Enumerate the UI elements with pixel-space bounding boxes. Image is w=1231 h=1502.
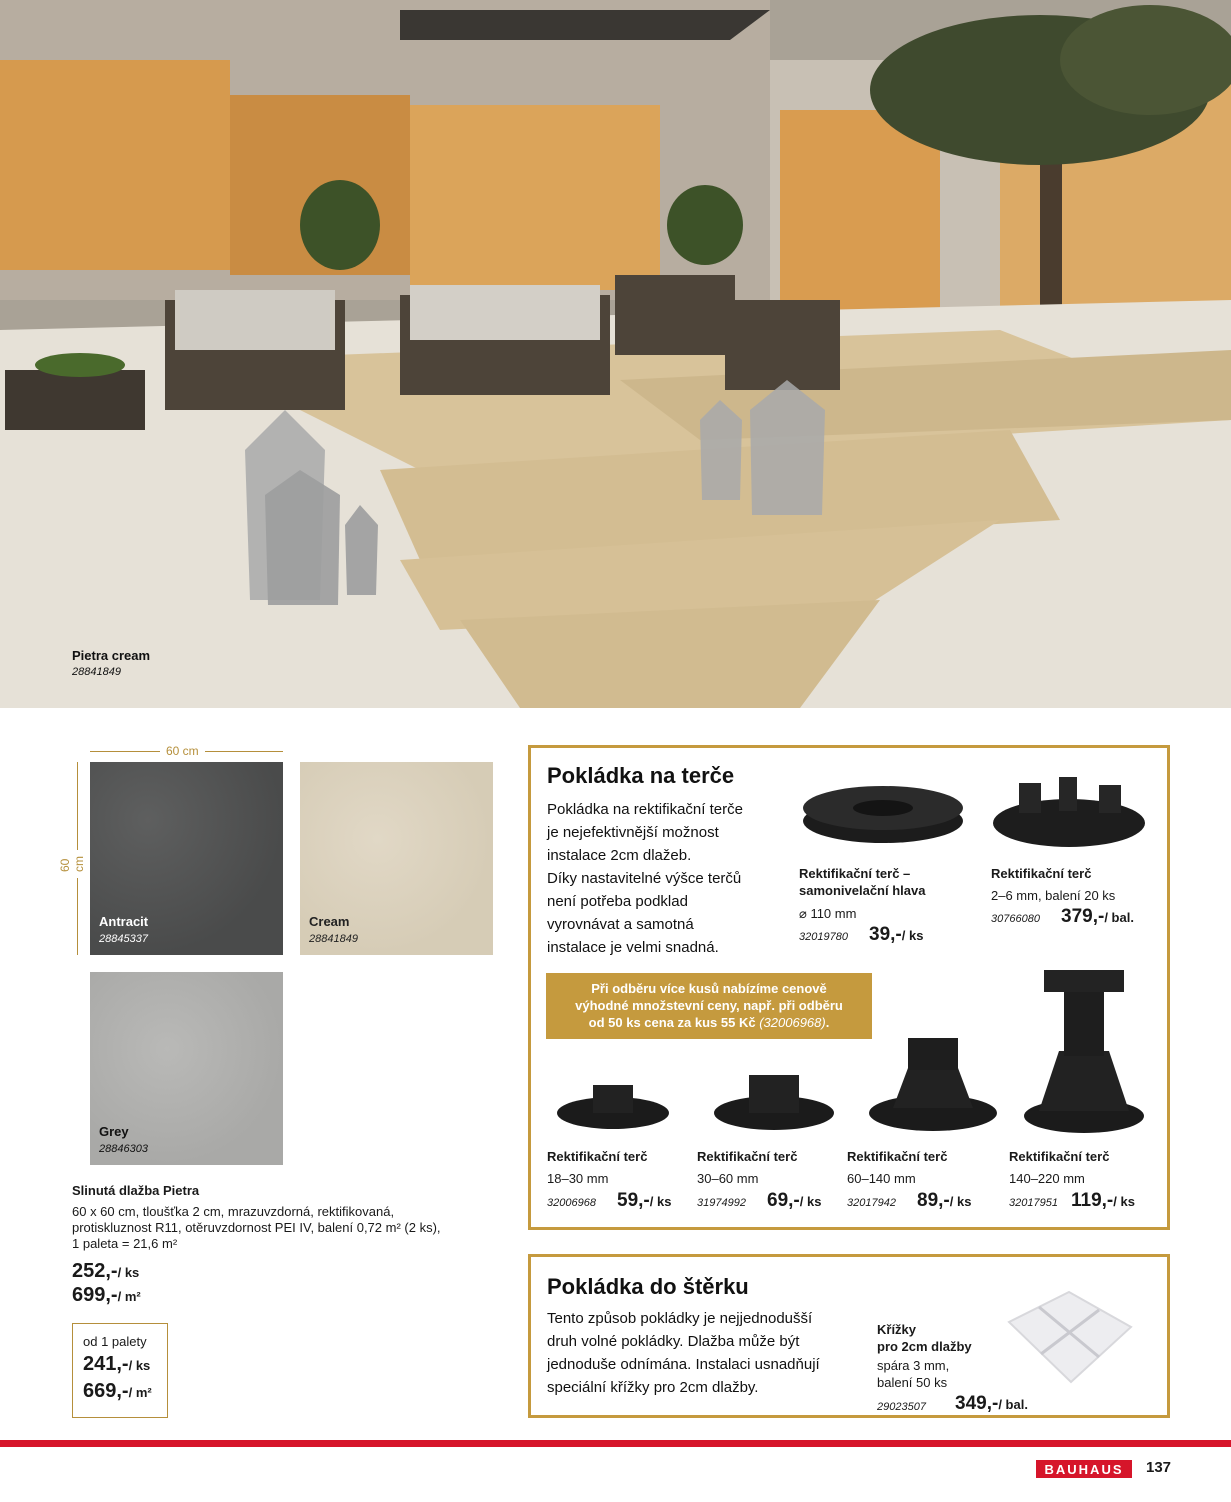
item-code: 32019780 <box>799 931 848 943</box>
item-spec: 60–140 mm <box>847 1171 916 1186</box>
item-price <box>767 1190 821 1212</box>
item-spec-line: balení 50 ks <box>877 1375 948 1390</box>
swatch-antracit <box>90 762 283 955</box>
intro-line: Tento způsob pokládky je nejjednodušší <box>547 1310 813 1327</box>
pedestal-18-30mm-image <box>553 1073 673 1133</box>
product-title: Slinutá dlažba Pietra <box>72 1183 200 1198</box>
swatch-cream <box>300 762 493 955</box>
palette-label: od 1 palety <box>83 1334 147 1349</box>
note-text: od 50 ks cena za kus 55 Kč <box>588 1015 756 1030</box>
item-name: Rektifikační terč <box>1009 1149 1110 1164</box>
pedestal-60-140mm-image <box>863 1028 1003 1133</box>
item-name: Rektifikační terč <box>697 1149 798 1164</box>
price-value: 379,- <box>1061 906 1105 927</box>
price-unit: / ks <box>949 1194 972 1209</box>
page-number: 137 <box>1146 1459 1172 1476</box>
note-line: výhodné množstevní ceny, např. při odběru <box>575 998 843 1013</box>
product-desc-line: 1 paleta = 21,6 m² <box>72 1236 178 1251</box>
swatch-code: 28841849 <box>309 933 358 945</box>
price-value: 69,- <box>767 1190 800 1211</box>
item-price <box>869 924 923 946</box>
palette-price-per-m2 <box>83 1380 167 1403</box>
height-dimension <box>58 762 86 955</box>
note-end: . <box>825 1015 830 1030</box>
item-price <box>1071 1190 1135 1212</box>
price-value: 699,- <box>72 1284 118 1306</box>
product-desc-line: 60 x 60 cm, tloušťka 2 cm, mrazuvzdorná, rektifikovaná, <box>72 1204 395 1219</box>
price-unit: / ks <box>117 1265 140 1280</box>
width-dimension-label: 60 cm <box>160 744 205 758</box>
price-unit: / ks <box>128 1358 151 1373</box>
intro-line: instalace 2cm dlažeb. <box>547 847 692 864</box>
height-dimension-label: 60 cm <box>58 850 86 878</box>
item-spec <box>877 1357 949 1391</box>
intro-line: druh volné pokládky. Dlažba může být <box>547 1333 800 1350</box>
price-unit: / ks <box>649 1194 672 1209</box>
quantity-discount-note <box>546 973 872 1039</box>
item-name: Rektifikační terč <box>847 1149 948 1164</box>
width-dimension <box>90 744 283 758</box>
item-code: 32006968 <box>547 1197 596 1209</box>
item-name <box>877 1321 972 1355</box>
gravel-laying-box <box>528 1254 1170 1418</box>
price-unit: / m² <box>128 1385 152 1400</box>
intro-line: není potřeba podklad <box>547 893 688 910</box>
item-spec: 18–30 mm <box>547 1171 609 1186</box>
item-name-line: pro 2cm dlažby <box>877 1339 972 1354</box>
product-desc-line: protiskluznost R11, otěruvzdornost PEI IV, balení 0,72 m² (2 ks), <box>72 1220 441 1235</box>
item-name-line: samonivelační hlava <box>799 883 926 898</box>
item-code: 32017942 <box>847 1197 896 1209</box>
pedestal-140-220mm-image <box>1019 956 1149 1136</box>
hero-caption <box>72 648 150 678</box>
price-unit: / ks <box>1113 1194 1135 1209</box>
intro-line: speciální křížky pro 2cm dlažby. <box>547 1379 759 1396</box>
box-intro <box>547 798 777 959</box>
item-price <box>1061 906 1134 928</box>
item-code: 30766080 <box>991 913 1040 925</box>
swatch-grey <box>90 972 283 1165</box>
spacer-cross-image <box>999 1282 1139 1392</box>
price-unit: / ks <box>901 928 924 943</box>
price-value: 59,- <box>617 1190 650 1211</box>
item-spec: 2–6 mm, balení 20 ks <box>991 888 1116 903</box>
box-title: Pokládka do štěrku <box>547 1274 749 1299</box>
footer-accent-bar <box>0 1440 1231 1447</box>
item-spec: 30–60 mm <box>697 1171 759 1186</box>
terrace-illustration <box>0 0 1231 708</box>
item-price <box>955 1393 1028 1415</box>
price-value: 669,- <box>83 1380 129 1402</box>
bauhaus-logo: BAUHAUS <box>1036 1460 1132 1478</box>
intro-line: Díky nastavitelné výšce terčů <box>547 870 742 887</box>
item-price <box>617 1190 671 1212</box>
item-name: Rektifikační terč <box>991 866 1092 881</box>
self-leveling-head-image <box>799 783 967 848</box>
swatch-name: Antracit <box>99 914 149 929</box>
swatch-code: 28846303 <box>99 1143 148 1155</box>
item-code: 32017951 <box>1009 1197 1058 1209</box>
hero-product-name: Pietra cream <box>72 648 151 663</box>
note-line: Při odběru více kusů nabízíme cenově <box>591 981 827 996</box>
intro-line: Pokládka na rektifikační terče <box>547 801 743 818</box>
price-value: 241,- <box>83 1353 129 1375</box>
intro-line: jednoduše odnímána. Instalaci usnadňují <box>547 1356 820 1373</box>
price-unit: / bal. <box>1104 910 1134 925</box>
item-price <box>917 1190 971 1212</box>
note-line-last <box>546 1014 872 1031</box>
swatch-name: Grey <box>99 1124 129 1139</box>
item-spec-line: spára 3 mm, <box>877 1358 950 1373</box>
item-code: 29023507 <box>877 1401 926 1413</box>
price-value: 119,- <box>1071 1190 1114 1211</box>
price-value: 39,- <box>869 924 902 945</box>
intro-line: vyrovnávat a samotná <box>547 916 694 933</box>
item-code: 31974992 <box>697 1197 746 1209</box>
price-value: 252,- <box>72 1260 118 1282</box>
hero-product-code: 28841849 <box>72 666 121 678</box>
item-name <box>799 865 925 899</box>
pedestal-30-60mm-image <box>709 1063 839 1133</box>
item-spec: ⌀ 110 mm <box>799 906 857 921</box>
item-spec: 140–220 mm <box>1009 1171 1085 1186</box>
price-per-m2 <box>72 1284 141 1307</box>
price-unit: / bal. <box>998 1397 1028 1412</box>
box-intro <box>547 1307 867 1399</box>
item-name-line: Rektifikační terč – <box>799 866 911 881</box>
price-unit: / ks <box>799 1194 822 1209</box>
price-per-piece <box>72 1260 139 1283</box>
price-value: 349,- <box>955 1393 999 1414</box>
box-title: Pokládka na terče <box>547 763 735 788</box>
intro-line: instalace je velmi snadná. <box>547 939 719 956</box>
price-unit: / m² <box>117 1289 141 1304</box>
intro-line: je nejefektivnější možnost <box>547 824 719 841</box>
hero-photo <box>0 0 1231 708</box>
swatch-name: Cream <box>309 914 350 929</box>
palette-price-per-piece <box>83 1353 167 1376</box>
note-code: (32006968) <box>759 1015 826 1030</box>
pedestal-2-6mm-image <box>989 773 1149 853</box>
palette-price-box <box>72 1323 168 1418</box>
item-name: Rektifikační terč <box>547 1149 648 1164</box>
price-value: 89,- <box>917 1190 950 1211</box>
item-name-line: Křížky <box>877 1322 917 1337</box>
product-description <box>72 1204 492 1252</box>
swatch-code: 28845337 <box>99 933 148 945</box>
